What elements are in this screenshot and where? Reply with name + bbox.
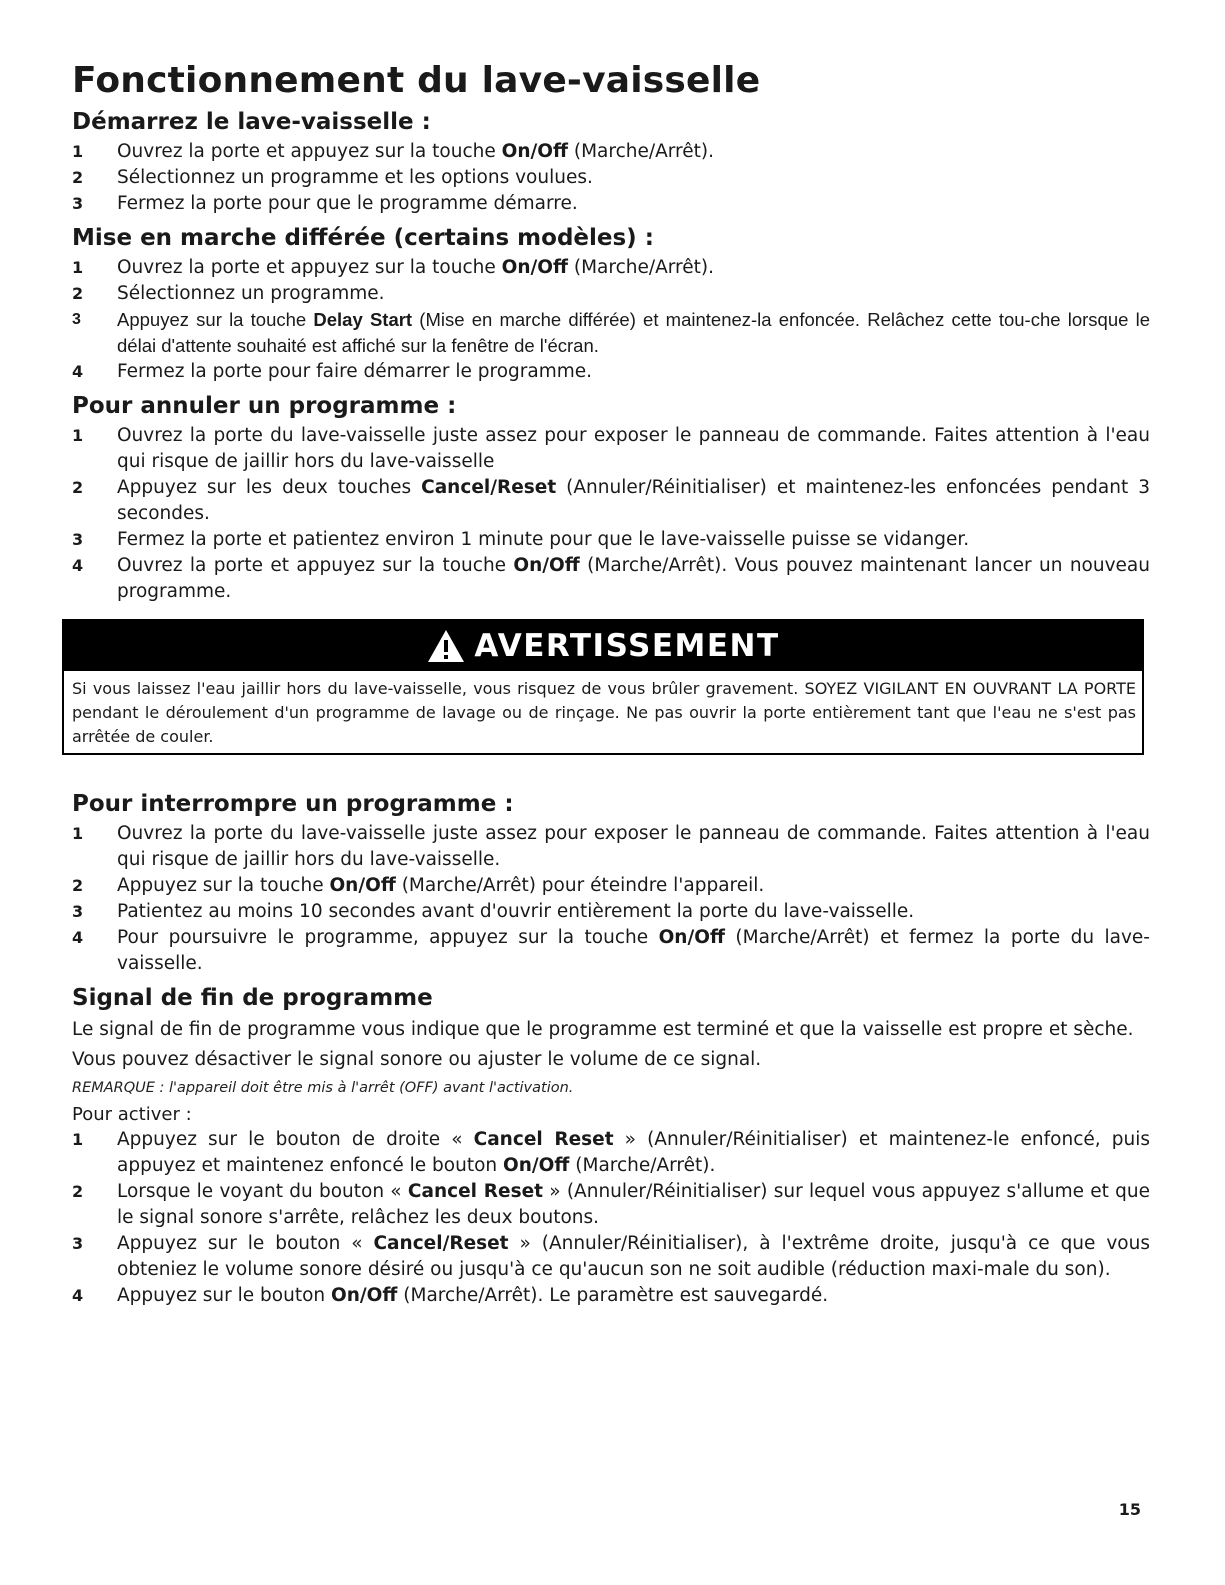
step-text: Appuyez sur le bouton (117, 1285, 332, 1306)
step-text: Ouvrez la porte et appuyez sur la touche (117, 257, 502, 278)
page-title: Fonctionnement du lave-vaisselle (72, 60, 761, 101)
section-heading: Démarrez le lave-vaisselle : (72, 109, 431, 135)
step-text: Ouvrez la porte du lave-vaisselle juste assez pour exposer le panneau de commande. Faites attention à l'eau qui risque de jaillir hors du lave-vaisselle. (117, 823, 1150, 870)
section-cancel (72, 393, 1150, 605)
step-number: 3 (72, 1234, 84, 1253)
button-label: Cancel/Reset (421, 477, 557, 498)
step-number: 1 (72, 142, 84, 161)
button-label: On/Off (658, 927, 725, 948)
step-number: 2 (72, 168, 84, 187)
button-label: On/Off (329, 875, 396, 896)
list-item (72, 423, 1150, 475)
button-label: Cancel/Reset (373, 1233, 509, 1254)
step-text: (Mise en marche différée) et maintenez-la enfoncée. Relâchez cette tou-che lorsque le délai d'attente souhaité est affiché sur la fenêtre de l'écran. (117, 309, 1150, 356)
step-number: 3 (72, 311, 81, 328)
step-text: Appuyez sur la touche (117, 309, 314, 330)
list-item (72, 1283, 1150, 1309)
step-number: 3 (72, 194, 84, 213)
step-number: 2 (72, 876, 84, 895)
step-text: Appuyez sur le bouton de droite « (117, 1129, 474, 1150)
list-item (72, 165, 1150, 191)
step-text: » (Annuler/Réinitialiser), à l'extrême droite, jusqu'à ce que vous obteniez le volume sonore désiré ou jusqu'à ce qu'aucun son ne soit audible (réduction maxi-male du son). (117, 1233, 1150, 1280)
warning-text: Si vous laissez l'eau jaillir hors du lave-vaisselle, vous risquez de vous brûler gravement. SOYEZ VIGILANT EN OUVRANT LA PORTE pendant le déroulement d'un programme de lavage ou de rinçage. Ne pas ouvrir la porte entièrement tant que l'eau ne s'est pas arrêtée de couler. (72, 679, 1136, 746)
list-item (72, 873, 1150, 899)
list-item (72, 899, 1150, 925)
section-heading: Signal de fin de programme (72, 985, 433, 1011)
step-text: (Annuler/Réinitialiser) et maintenez-les enfoncées pendant 3 secondes. (117, 477, 1150, 524)
step-text: Fermez la porte pour faire démarrer le programme. (117, 361, 593, 382)
section-end-signal (72, 985, 1150, 1309)
button-label: On/Off (501, 141, 568, 162)
list-item (72, 821, 1150, 873)
step-number: 4 (72, 928, 84, 947)
button-label: Cancel Reset (407, 1181, 543, 1202)
step-number: 1 (72, 258, 84, 277)
step-text: (Marche/Arrêt). (569, 1155, 716, 1176)
button-label: On/Off (501, 257, 568, 278)
button-label: Cancel Reset (473, 1129, 614, 1150)
steps-list (72, 255, 1150, 385)
steps-list (72, 1127, 1150, 1309)
step-text: (Marche/Arrêt) pour éteindre l'appareil. (395, 875, 765, 896)
step-number: 2 (72, 478, 84, 497)
step-text: Fermez la porte pour que le programme démarre. (117, 193, 578, 214)
step-number: 1 (72, 824, 84, 843)
step-text: Sélectionnez un programme. (117, 283, 385, 304)
step-number: 4 (72, 556, 84, 575)
step-number: 2 (72, 284, 84, 303)
step-number: 4 (72, 362, 84, 381)
button-label: On/Off (331, 1285, 398, 1306)
step-text: Pour poursuivre le programme, appuyez sur la touche (117, 927, 659, 948)
steps-list (72, 821, 1150, 977)
section-heading: Pour interrompre un programme : (72, 791, 514, 817)
step-text: (Marche/Arrêt). (567, 257, 714, 278)
step-number: 2 (72, 1182, 84, 1201)
step-number: 1 (72, 426, 84, 445)
step-text: Ouvrez la porte et appuyez sur la touche (117, 555, 514, 576)
list-item (72, 1179, 1150, 1231)
list-item (72, 281, 1150, 307)
warning-triangle-icon (426, 628, 466, 664)
section-intro: Le signal de fin de programme vous indique que le programme est terminé et que la vaisselle est propre et sèche. Vous pouvez désactiver le signal sonore ou ajuster le volume de ce signal. (72, 1019, 1134, 1070)
step-text: Appuyez sur le bouton « (117, 1233, 374, 1254)
button-label: On/Off (513, 555, 580, 576)
page-number: 15 (1118, 1500, 1141, 1519)
step-text: (Marche/Arrêt). Le paramètre est sauvegardé. (397, 1285, 829, 1306)
step-text: Patientez au moins 10 secondes avant d'ouvrir entièrement la porte du lave-vaisselle. (117, 901, 915, 922)
list-item (72, 255, 1150, 281)
manual-page (72, 60, 1150, 1309)
list-item (72, 553, 1150, 605)
section-start (72, 109, 1150, 217)
list-item (72, 1231, 1150, 1283)
section-interrupt (72, 791, 1150, 977)
step-text: Appuyez sur les deux touches (117, 477, 422, 498)
warning-title: AVERTISSEMENT (474, 628, 780, 664)
section-heading: Mise en marche différée (certains modèles) : (72, 225, 654, 251)
list-item (72, 925, 1150, 977)
step-text: Ouvrez la porte du lave-vaisselle juste assez pour exposer le panneau de commande. Faites attention à l'eau qui risque de jaillir hors du lave-vaisselle (117, 425, 1150, 472)
list-item (72, 191, 1150, 217)
list-item (72, 307, 1150, 359)
step-text: » (Annuler/Réinitialiser) sur lequel vous appuyez s'allume et que le signal sonore s'arrête, relâchez les deux boutons. (117, 1181, 1150, 1228)
step-text: Appuyez sur la touche (117, 875, 330, 896)
warning-header (64, 621, 1142, 671)
step-number: 1 (72, 1130, 84, 1149)
section-heading: Pour annuler un programme : (72, 393, 457, 419)
warning-box (62, 619, 1144, 755)
step-text: Ouvrez la porte et appuyez sur la touche (117, 141, 502, 162)
step-number: 3 (72, 530, 84, 549)
steps-list (72, 423, 1150, 605)
button-label: On/Off (503, 1155, 570, 1176)
step-text: (Marche/Arrêt). (567, 141, 714, 162)
section-delay-start (72, 225, 1150, 385)
step-text: Fermez la porte et patientez environ 1 minute pour que le lave-vaisselle puisse se vidanger. (117, 529, 970, 550)
step-text: » (Annuler/Réinitialiser) et maintenez-le enfoncé, puis appuyez et maintenez enfoncé le bouton (117, 1129, 1150, 1176)
step-text: Lorsque le voyant du bouton « (117, 1181, 408, 1202)
note-text: REMARQUE : l'appareil doit être mis à l'arrêt (OFF) avant l'activation. (72, 1080, 574, 1096)
subheading: Pour activer : (72, 1104, 192, 1125)
list-item (72, 475, 1150, 527)
step-number: 3 (72, 902, 84, 921)
step-text: (Marche/Arrêt) et fermez la porte du lave-vaisselle. (117, 927, 1150, 974)
list-item (72, 1127, 1150, 1179)
steps-list (72, 139, 1150, 217)
button-label: Delay Start (313, 309, 413, 330)
list-item (72, 139, 1150, 165)
list-item (72, 527, 1150, 553)
list-item (72, 359, 1150, 385)
step-text: Sélectionnez un programme et les options voulues. (117, 167, 593, 188)
step-number: 4 (72, 1286, 84, 1305)
step-text: (Marche/Arrêt). Vous pouvez maintenant lancer un nouveau programme. (117, 555, 1150, 602)
